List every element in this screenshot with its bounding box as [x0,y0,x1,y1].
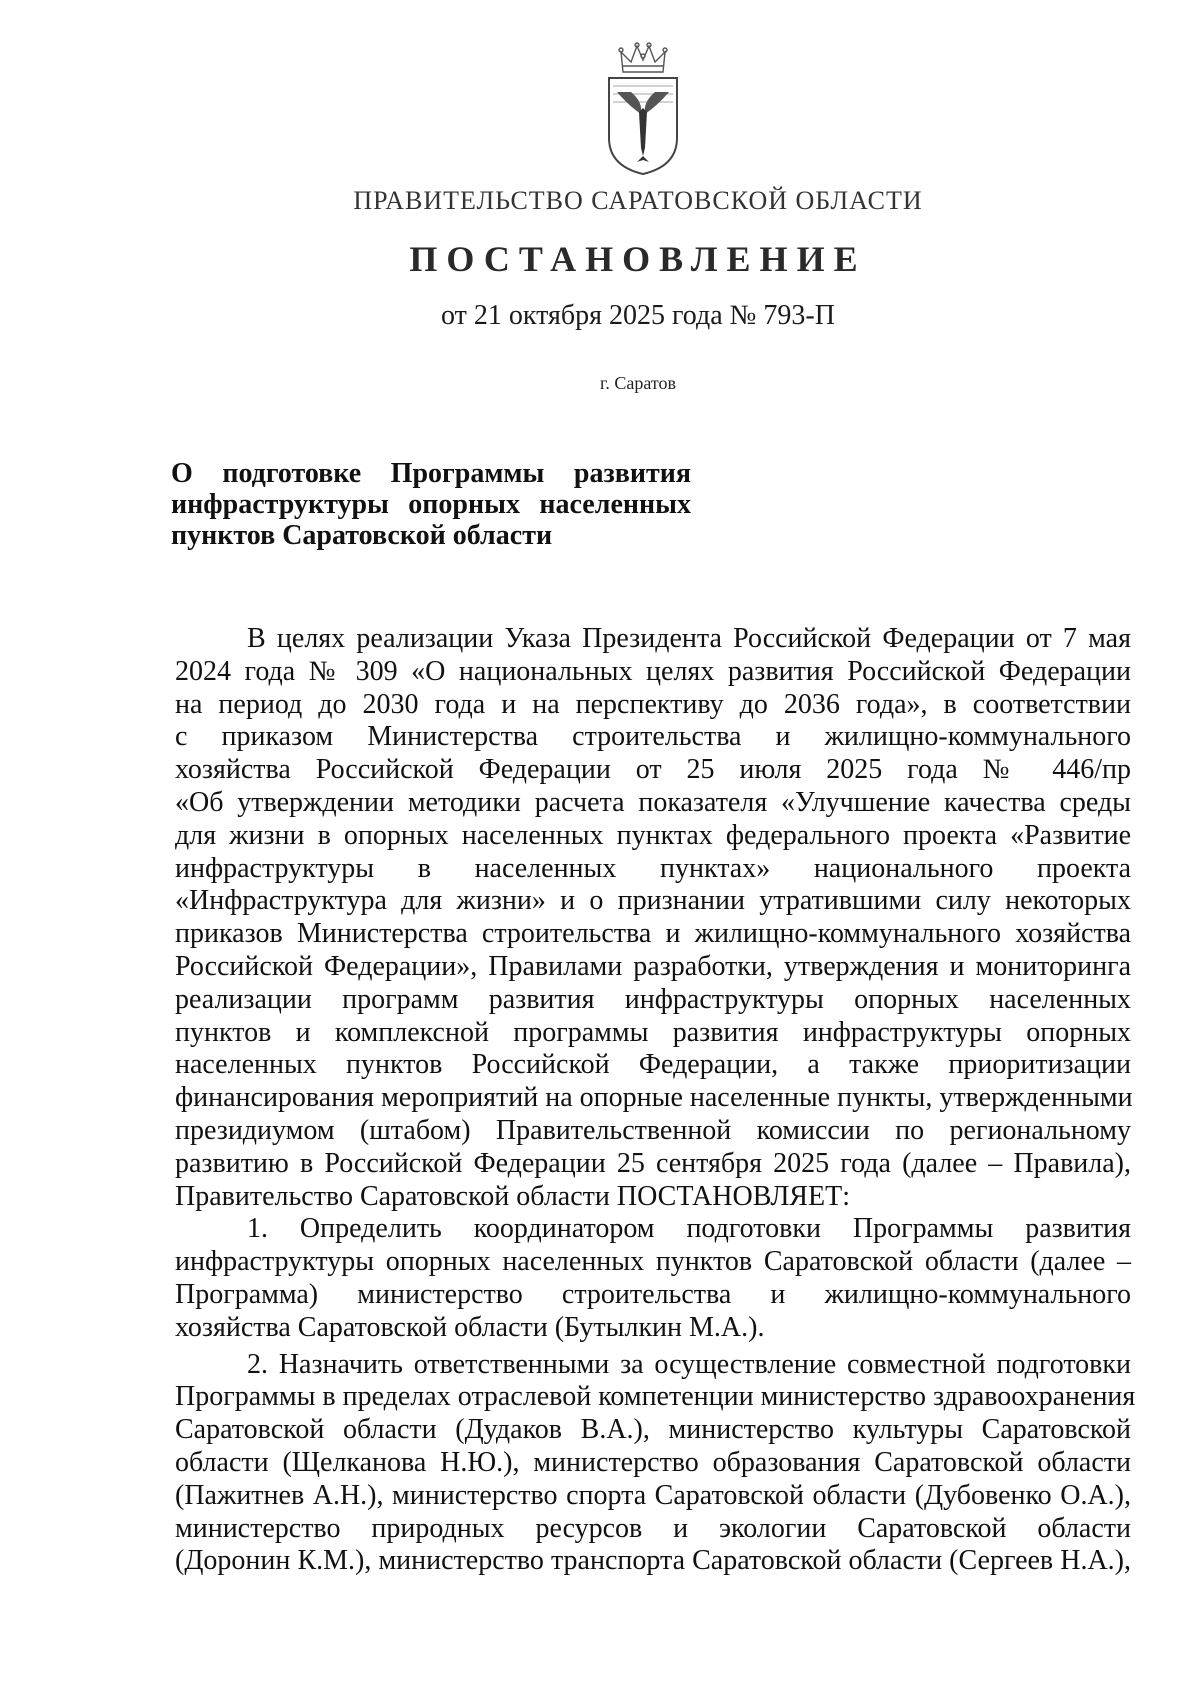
preamble-line: 2024 года № 309 «О национальных целях развития Российской Федерации [175,655,1131,687]
preamble-line: на период до 2030 года и на перспективу до 2036 года», в соответствии [175,688,1131,720]
item-2-line: (Пажитнев А.Н.), министерство спорта Саратовской области (Дубовенко О.А.), [175,1479,1131,1511]
document-date-number: от 21 октября 2025 года № 793-П [441,300,835,331]
item-2-line: области (Щелканова Н.Ю.), министерство образования Саратовской области [175,1446,1131,1478]
document-subject [171,458,691,551]
preamble-line: развитию в Российской Федерации 25 сентября 2025 года (далее – Правила), [175,1147,1131,1179]
document-city: г. Саратов [600,373,676,393]
item-2-line: (Доронин К.М.), министерство транспорта Саратовской области (Сергеев Н.А.), [175,1545,1131,1577]
preamble-line: финансирования мероприятий на опорные населенные пункты, утвержденными [175,1082,1133,1114]
preamble-line: хозяйства Российской Федерации от 25 июля 2025 года № 446/пр [175,754,1131,786]
subject-line: инфраструктуры опорных населенных [171,489,691,520]
preamble-line: Правительство Саратовской области ПОСТАНОВЛЯЕТ: [175,1180,850,1212]
document-body [175,623,1136,1578]
preamble-line: населенных пунктов Российской Федерации, а также приоритизации [175,1049,1131,1081]
preamble-line: Российской Федерации», Правилами разработки, утверждения и мониторинга [175,950,1131,982]
subject-line: пунктов Саратовской области [171,520,553,551]
preamble-line: реализации программ развития инфраструктуры опорных населенных [175,983,1131,1015]
item-1-line: инфраструктуры опорных населенных пунктов Саратовской области (далее – [175,1246,1131,1278]
preamble-line: «Инфраструктура для жизни» и о признании утратившими силу некоторых [175,885,1131,917]
organization-name: ПРАВИТЕЛЬСТВО САРАТОВСКОЙ ОБЛАСТИ [353,186,923,215]
preamble-line: с приказом Министерства строительства и жилищно-коммунального [175,721,1131,753]
item-2-line: 2. Назначить ответственными за осуществление совместной подготовки [247,1348,1131,1380]
item-2-line: министерство природных ресурсов и экологии Саратовской области [175,1512,1131,1544]
document-type: ПОСТАНОВЛЕНИЕ [409,239,867,279]
item-1-line: хозяйства Саратовской области (Бутылкин М.А.). [175,1311,765,1343]
item-2-line: Программы в пределах отраслевой компетенции министерство здравоохранения [175,1381,1136,1413]
preamble-line: «Об утверждении методики расчета показателя «Улучшение качества среды [175,786,1131,818]
subject-line: О подготовке Программы развития [171,458,691,489]
preamble-line: президиумом (штабом) Правительственной комиссии по региональному [175,1114,1131,1146]
coat-of-arms-emblem [603,42,683,178]
preamble-line: пунктов и комплексной программы развития инфраструктуры опорных [175,1016,1131,1048]
item-2-line: Саратовской области (Дудаков В.А.), министерство культуры Саратовской [175,1414,1131,1446]
preamble-line: для жизни в опорных населенных пунктах федерального проекта «Развитие [175,819,1131,851]
preamble-line: инфраструктуры в населенных пунктах» национального проекта [175,852,1131,884]
item-1-line: Программа) министерство строительства и жилищно-коммунального [175,1278,1131,1310]
preamble-line: В целях реализации Указа Президента Российской Федерации от 7 мая [247,623,1131,654]
item-1-line: 1. Определить координатором подготовки Программы развития [247,1213,1131,1245]
preamble-line: приказов Министерства строительства и жилищно-коммунального хозяйства [175,918,1131,950]
